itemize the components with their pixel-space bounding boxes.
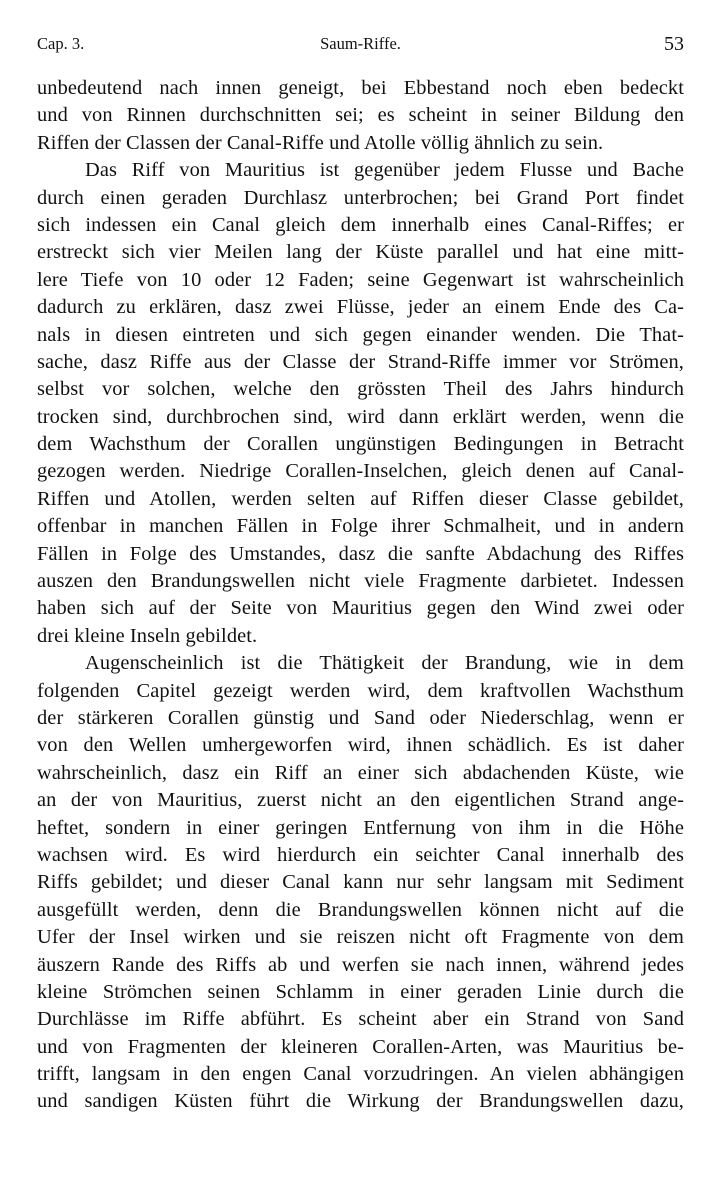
text-line: von den Wellen umhergeworfen wird, ihnen schädlich. Es ist daher (37, 734, 684, 757)
text-line: sache, dasz Riffe aus der Classe der Strand-Riffe immer vor Strömen, (37, 350, 684, 373)
text-line: und von Rinnen durchschnitten sei; es scheint in seiner Bildung den (37, 104, 684, 127)
text-line: Augenscheinlich ist die Thätigkeit der Brandung, wie in dem (85, 652, 684, 675)
text-line: gezogen werden. Niedrige Corallen-Inselchen, gleich denen auf Canal- (37, 460, 684, 483)
page-header (37, 32, 684, 56)
text-line: lere Tiefe von 10 oder 12 Faden; seine Gegenwart ist wahrscheinlich (37, 268, 684, 291)
text-line: unbedeutend nach innen geneigt, bei Ebbestand noch eben bedeckt (37, 77, 684, 99)
text-line: selbst vor solchen, welche den grössten Theil des Jahrs hindurch (37, 378, 684, 401)
text-line: folgenden Capitel gezeigt werden wird, dem kraftvollen Wachsthum (37, 679, 684, 702)
text-line: offenbar in manchen Fällen in Folge ihrer Schmalheit, und in andern (37, 515, 684, 538)
chapter-label: Cap. 3. (37, 34, 85, 53)
text-line: Ufer der Insel wirken und sie reiszen nicht oft Fragmente von dem (37, 926, 684, 949)
text-line: drei kleine Inseln gebildet. (37, 624, 258, 647)
text-line: sich indessen ein Canal gleich dem innerhalb eines Canal-Riffes; er (37, 213, 684, 236)
text-line: auszen den Brandungswellen nicht viele Fragmente darbietet. Indessen (37, 570, 684, 593)
text-line: haben sich auf der Seite von Mauritius gegen den Wind zwei oder (37, 597, 684, 620)
running-title: Saum-Riffe. (320, 34, 401, 53)
text-line: durch einen geraden Durchlasz unterbrochen; bei Grand Port findet (37, 186, 684, 209)
text-line: dadurch zu erklären, dasz zwei Flüsse, jeder an einem Ende des Ca- (37, 296, 684, 319)
text-line: kleine Strömchen seinen Schlamm in einer geraden Linie durch die (37, 980, 684, 1003)
text-line: trifft, langsam in den engen Canal vorzudringen. An vielen abhängigen (37, 1063, 684, 1086)
body-text (37, 75, 684, 1116)
text-line: erstreckt sich vier Meilen lang der Küste parallel und hat eine mitt- (37, 241, 684, 264)
text-line: Riffen und Atollen, werden selten auf Riffen dieser Classe gebildet, (37, 487, 684, 510)
text-line: Fällen in Folge des Umstandes, dasz die sanfte Abdachung des Riffes (37, 542, 684, 565)
text-line: Riffs gebildet; und dieser Canal kann nur sehr langsam mit Sediment (37, 871, 684, 894)
page-number: 53 (664, 33, 684, 55)
text-line: der stärkeren Corallen günstig und Sand oder Niederschlag, wenn er (37, 706, 684, 729)
text-line: und von Fragmenten der kleineren Corallen-Arten, was Mauritius be- (37, 1035, 684, 1058)
text-line: und sandigen Küsten führt die Wirkung der Brandungswellen dazu, (37, 1090, 684, 1113)
text-line: dem Wachsthum der Corallen ungünstigen Bedingungen in Betracht (37, 433, 684, 456)
text-line: nals in diesen eintreten und sich gegen einander wenden. Die That- (37, 323, 684, 346)
text-line: Riffen der Classen der Canal-Riffe und Atolle völlig ähnlich zu sein. (37, 131, 604, 154)
text-line: ausgefüllt werden, denn die Brandungswellen können nicht auf die (37, 898, 684, 921)
text-line: trocken sind, durchbrochen sind, wird dann erklärt werden, wenn die (37, 405, 684, 428)
text-line: heftet, sondern in einer geringen Entfernung von ihm in die Höhe (37, 816, 684, 839)
text-line: äuszern Rande des Riffs ab und werfen sie nach innen, während jedes (37, 953, 684, 976)
text-line: wahrscheinlich, dasz ein Riff an einer sich abdachenden Küste, wie (37, 761, 684, 784)
text-line: Das Riff von Mauritius ist gegenüber jedem Flusse und Bache (85, 159, 684, 182)
text-line: Durchlässe im Riffe abführt. Es scheint aber ein Strand von Sand (37, 1008, 684, 1031)
text-line: an der von Mauritius, zuerst nicht an den eigentlichen Strand ange- (37, 789, 684, 812)
text-line: wachsen wird. Es wird hierdurch ein seichter Canal innerhalb des (37, 843, 684, 866)
